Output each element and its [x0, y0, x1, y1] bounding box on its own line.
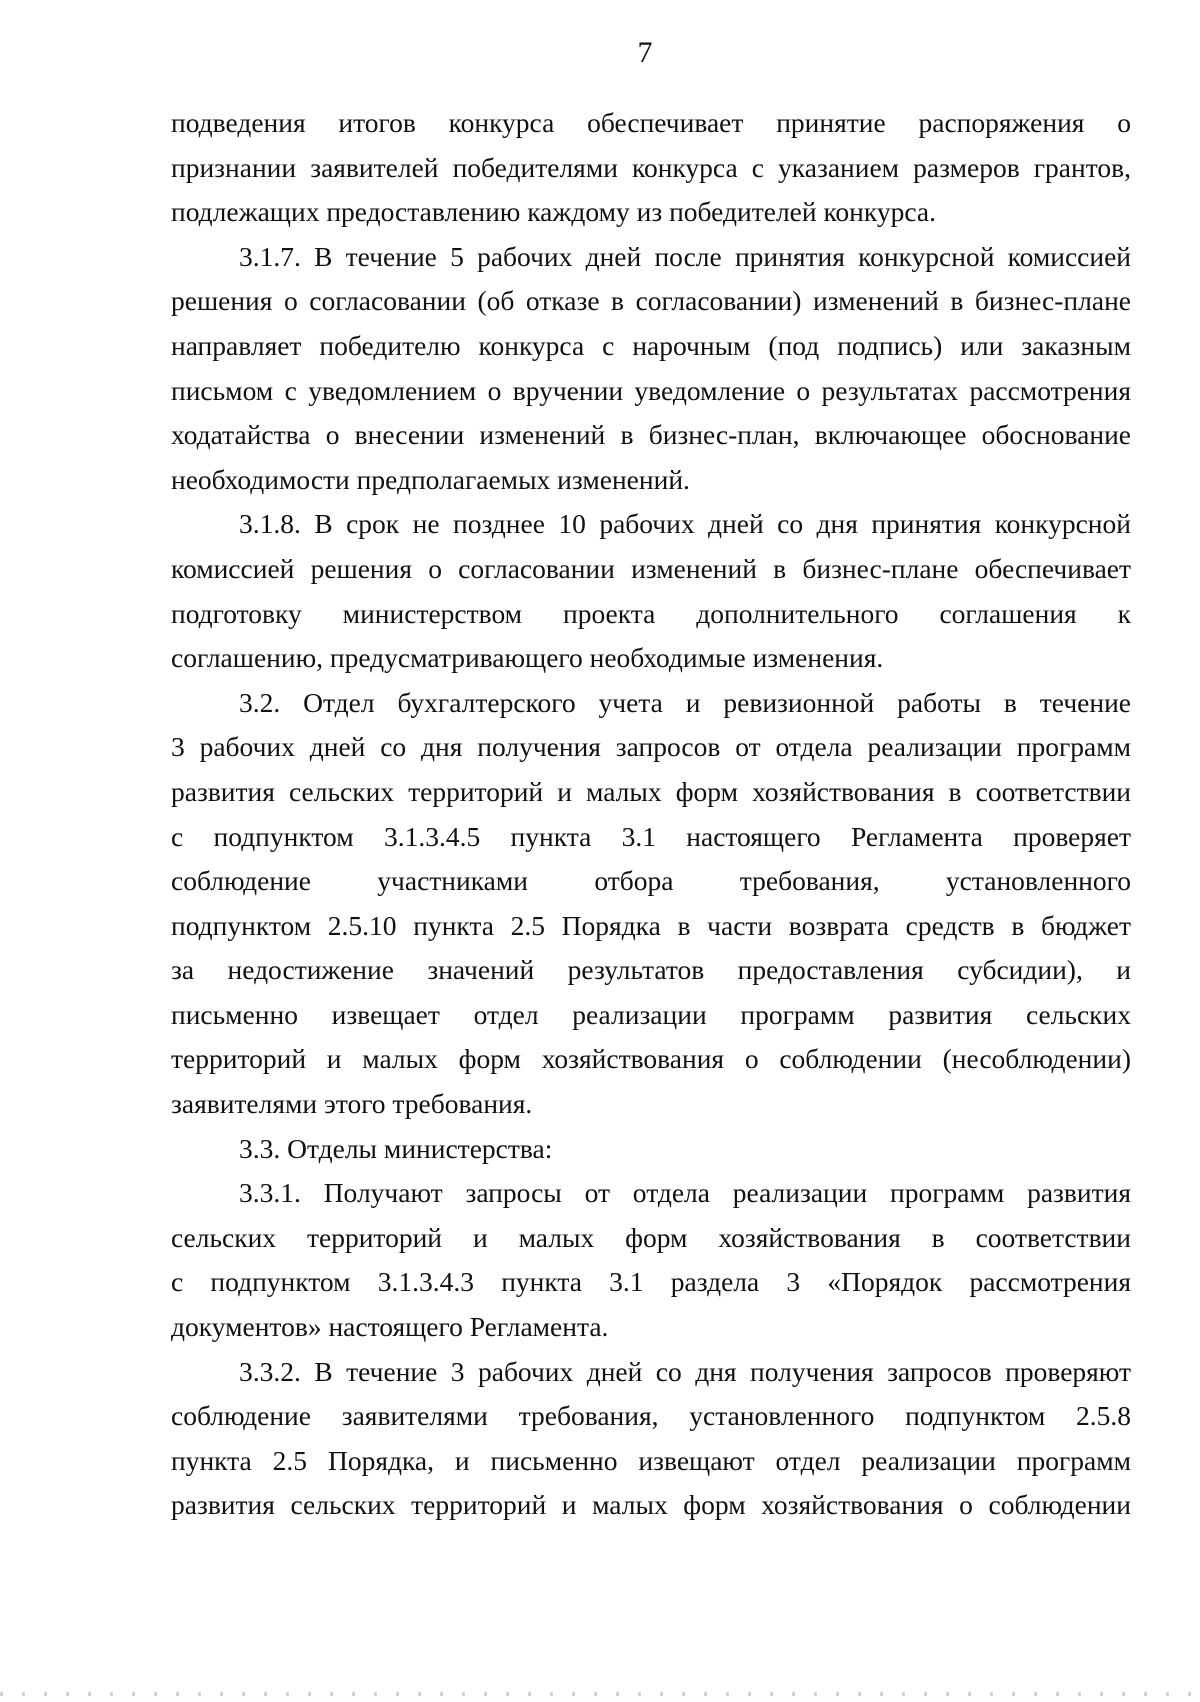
text-line: необходимости предполагаемых изменений.	[171, 463, 690, 495]
text-line: соблюдение участниками отбора требования, установленного	[171, 865, 1131, 897]
document-body	[171, 101, 1131, 1528]
text-line: с подпунктом 3.1.3.4.5 пункта 3.1 настоящего Регламента проверяет	[171, 820, 1131, 852]
scan-edge-artifact	[0, 1692, 1200, 1696]
text-line: сельских территорий и малых форм хозяйствования в соответствии	[171, 1221, 1131, 1253]
text-line: письмом с уведомлением о вручении уведомление о результатах рассмотрения	[171, 374, 1131, 406]
text-line: пункта 2.5 Порядка, и письменно извещают отдел реализации программ	[171, 1444, 1131, 1476]
text-line: 3.3. Отделы министерства:	[239, 1132, 553, 1164]
text-line: признании заявителей победителями конкурса с указанием размеров грантов,	[171, 151, 1131, 183]
text-line: с подпунктом 3.1.3.4.3 пункта 3.1 раздела 3 «Порядок рассмотрения	[171, 1266, 1131, 1298]
text-line: 3.1.7. В течение 5 рабочих дней после принятия конкурсной комиссией	[239, 240, 1131, 272]
text-line: 3.3.1. Получают запросы от отдела реализации программ развития	[239, 1177, 1131, 1209]
text-line: документов» настоящего Регламента.	[171, 1311, 609, 1343]
text-line: соблюдение заявителями требования, установленного подпунктом 2.5.8	[171, 1400, 1131, 1432]
text-line: подлежащих предоставлению каждому из победителей конкурса.	[171, 196, 936, 228]
text-line: развития сельских территорий и малых форм хозяйствования о соблюдении	[171, 1489, 1131, 1521]
text-line: письменно извещает отдел реализации программ развития сельских	[171, 998, 1131, 1030]
text-line: 3 рабочих дней со дня получения запросов от отдела реализации программ	[171, 731, 1131, 763]
text-line: комиссией решения о согласовании изменений в бизнес-плане обеспечивает	[171, 552, 1131, 584]
text-line: 3.3.2. В течение 3 рабочих дней со дня получения запросов проверяют	[239, 1355, 1131, 1387]
text-line: подготовку министерством проекта дополнительного соглашения к	[171, 597, 1131, 629]
text-line: подпунктом 2.5.10 пункта 2.5 Порядка в части возврата средств в бюджет	[171, 909, 1131, 941]
text-line: ходатайства о внесении изменений в бизнес-план, включающее обоснование	[171, 419, 1131, 451]
page-number: 7	[637, 36, 653, 69]
text-line: решения о согласовании (об отказе в согласовании) изменений в бизнес-плане	[171, 285, 1131, 317]
text-line: соглашению, предусматривающего необходимые изменения.	[171, 642, 884, 674]
text-line: территорий и малых форм хозяйствования о соблюдении (несоблюдении)	[171, 1043, 1131, 1075]
text-line: развития сельских территорий и малых форм хозяйствования в соответствии	[171, 775, 1131, 807]
text-line: заявителями этого требования.	[171, 1088, 533, 1120]
text-line: направляет победителю конкурса с нарочным (под подпись) или заказным	[171, 329, 1131, 361]
text-line: за недостижение значений результатов предоставления субсидии), и	[171, 954, 1131, 986]
text-line: подведения итогов конкурса обеспечивает принятие распоряжения о	[171, 107, 1131, 138]
text-line: 3.2. Отдел бухгалтерского учета и ревизионной работы в течение	[239, 686, 1131, 718]
text-line: 3.1.8. В срок не позднее 10 рабочих дней со дня принятия конкурсной	[239, 508, 1131, 540]
